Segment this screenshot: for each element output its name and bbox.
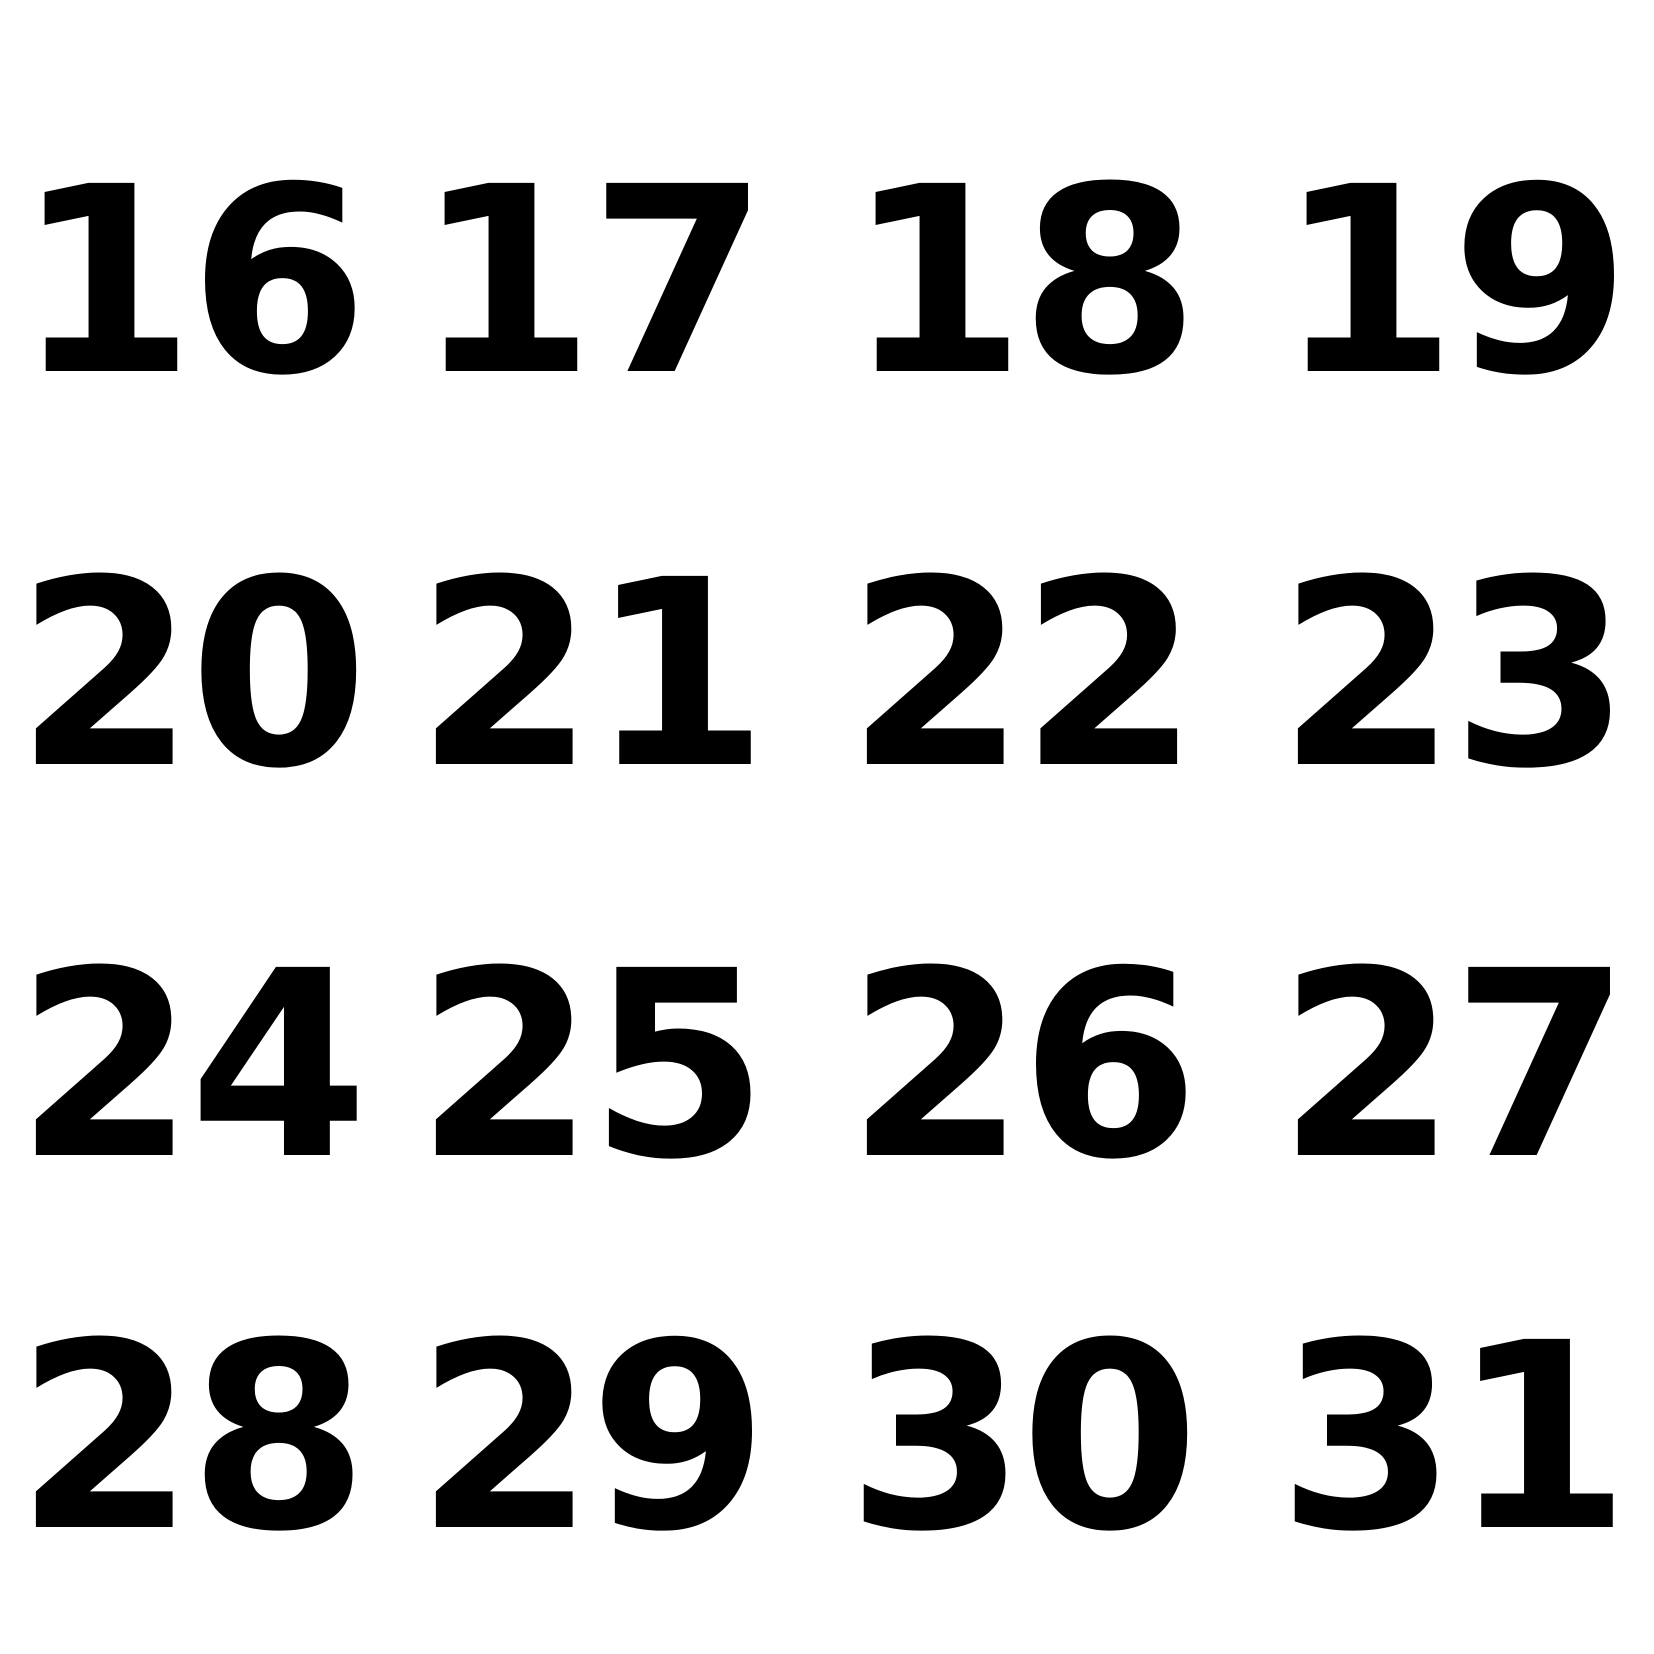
number-cell: 22	[846, 525, 1194, 825]
number-row	[0, 916, 1654, 1216]
number-cell: 17	[415, 132, 763, 432]
number-cell: 23	[1277, 525, 1625, 825]
number-cell: 31	[1277, 1288, 1625, 1588]
number-cell: 18	[846, 132, 1194, 432]
number-cell: 30	[846, 1288, 1194, 1588]
number-row	[0, 132, 1654, 432]
number-cell: 28	[15, 1288, 363, 1588]
number-row	[0, 525, 1654, 825]
number-cell: 21	[415, 525, 763, 825]
number-cell: 20	[15, 525, 363, 825]
number-cell: 19	[1277, 132, 1625, 432]
number-cell: 24	[15, 916, 363, 1216]
number-cell: 25	[415, 916, 763, 1216]
number-cell: 29	[415, 1288, 763, 1588]
number-row	[0, 1288, 1654, 1588]
number-cell: 27	[1277, 916, 1625, 1216]
number-cell: 26	[846, 916, 1194, 1216]
number-cell: 16	[15, 132, 363, 432]
